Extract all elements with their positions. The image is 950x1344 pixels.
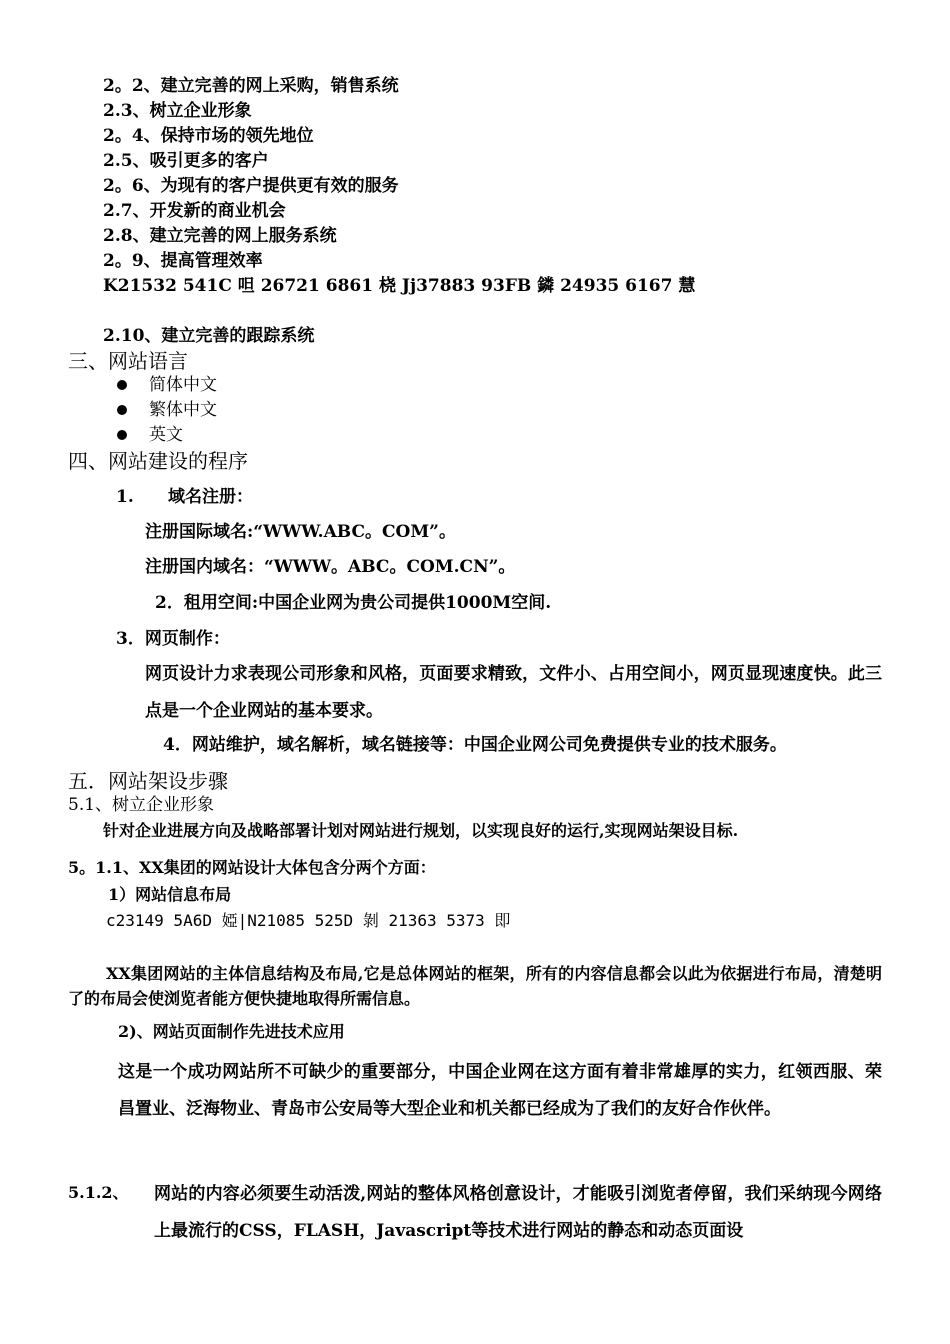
noise-line-2: c23149 5A6D 婭|N21085 525D 剝 21363 5373 即 — [106, 911, 511, 930]
section-3-heading: 三、网站语言 — [68, 349, 188, 373]
goal-2-6: 2。6、为现有的客户提供更有效的服务 — [103, 176, 399, 196]
section-5-1-2-number: 5.1.2、 — [68, 1183, 129, 1202]
language-item: 简体中文 — [149, 375, 217, 395]
bullet-icon — [117, 380, 127, 390]
step-1-label: 域名注册： — [168, 487, 253, 507]
goal-2-8: 2.8、建立完善的网上服务系统 — [103, 226, 337, 246]
step-3-text: 网页设计力求表现公司形象和风格，页面要求精致，文件小、占用空间小，网页显现速度快。此三点是一个企业网站的基本要求。 — [145, 664, 882, 721]
goal-2-10: 2.10、建立完善的跟踪系统 — [103, 326, 315, 346]
item-1-title: 1）网站信息布局 — [108, 885, 232, 904]
language-item: 繁体中文 — [149, 400, 217, 420]
paragraph-technology: 这是一个成功网站所不可缺少的重要部分，中国企业网在这方面有着非常雄厚的实力，红领西服、荣昌置业、泛海物业、青岛市公安局等大型企业和机关都已经成为了我们的友好合作伙伴。 — [118, 1062, 882, 1119]
section-5-1-heading: 5.1、树立企业形象 — [68, 795, 215, 815]
goal-2-3: 2.3、树立企业形象 — [103, 101, 252, 121]
goal-2-2: 2。2、建立完善的网上采购，销售系统 — [103, 76, 399, 96]
bullet-icon — [117, 405, 127, 415]
item-2-title: 2)、网站页面制作先进技术应用 — [118, 1022, 345, 1041]
goal-2-7: 2.7、开发新的商业机会 — [103, 201, 286, 221]
noise-line: K21532 541C 呾 26721 6861 桡 Jj37883 93FB 鏻 24935 6167 慧 — [103, 276, 696, 296]
step-1-number: 1. — [116, 487, 134, 507]
domain-national: 注册国内域名：“WWW。ABC。COM.CN”。 — [145, 557, 516, 577]
step-2: 2．租用空间:中国企业网为贵公司提供1000M空间. — [155, 593, 552, 613]
section-5-1-2-text: 网站的内容必须要生动活泼,网站的整体风格创意设计，才能吸引浏览者停留，我们采纳现今网络上最流行的CSS，FLASH，Javascript等技术进行网站的静态和动态页面设 — [154, 1184, 882, 1241]
language-item: 英文 — [149, 425, 183, 445]
bullet-icon — [117, 430, 127, 440]
goal-2-9: 2。9、提高管理效率 — [103, 251, 263, 271]
step-4: 4．网站维护，域名解析，域名链接等：中国企业网公司免费提供专业的技术服务。 — [163, 735, 787, 755]
domain-international: 注册国际域名:“WWW.ABC。COM”。 — [145, 522, 456, 542]
section-5-heading: 五．网站架设步骤 — [68, 769, 228, 793]
goal-2-5: 2.5、吸引更多的客户 — [103, 151, 269, 171]
paragraph-layout: XX集团网站的主体信息结构及布局,它是总体网站的框架，所有的内容信息都会以此为依据进行布局，清楚明了的布局会使浏览者能方便快捷地取得所需信息。 — [68, 964, 882, 1008]
section-5-1-intro: 针对企业进展方向及战略部署计划对网站进行规划，以实现良好的运行,实现网站架设目标. — [103, 821, 739, 840]
section-5-1-1: 5。1.1、XX集团的网站设计大体包含分两个方面： — [68, 858, 436, 877]
section-4-heading: 四、网站建设的程序 — [68, 449, 248, 473]
step-3: 3．网页制作： — [116, 629, 230, 649]
goal-2-4: 2。4、保持市场的领先地位 — [103, 126, 314, 146]
